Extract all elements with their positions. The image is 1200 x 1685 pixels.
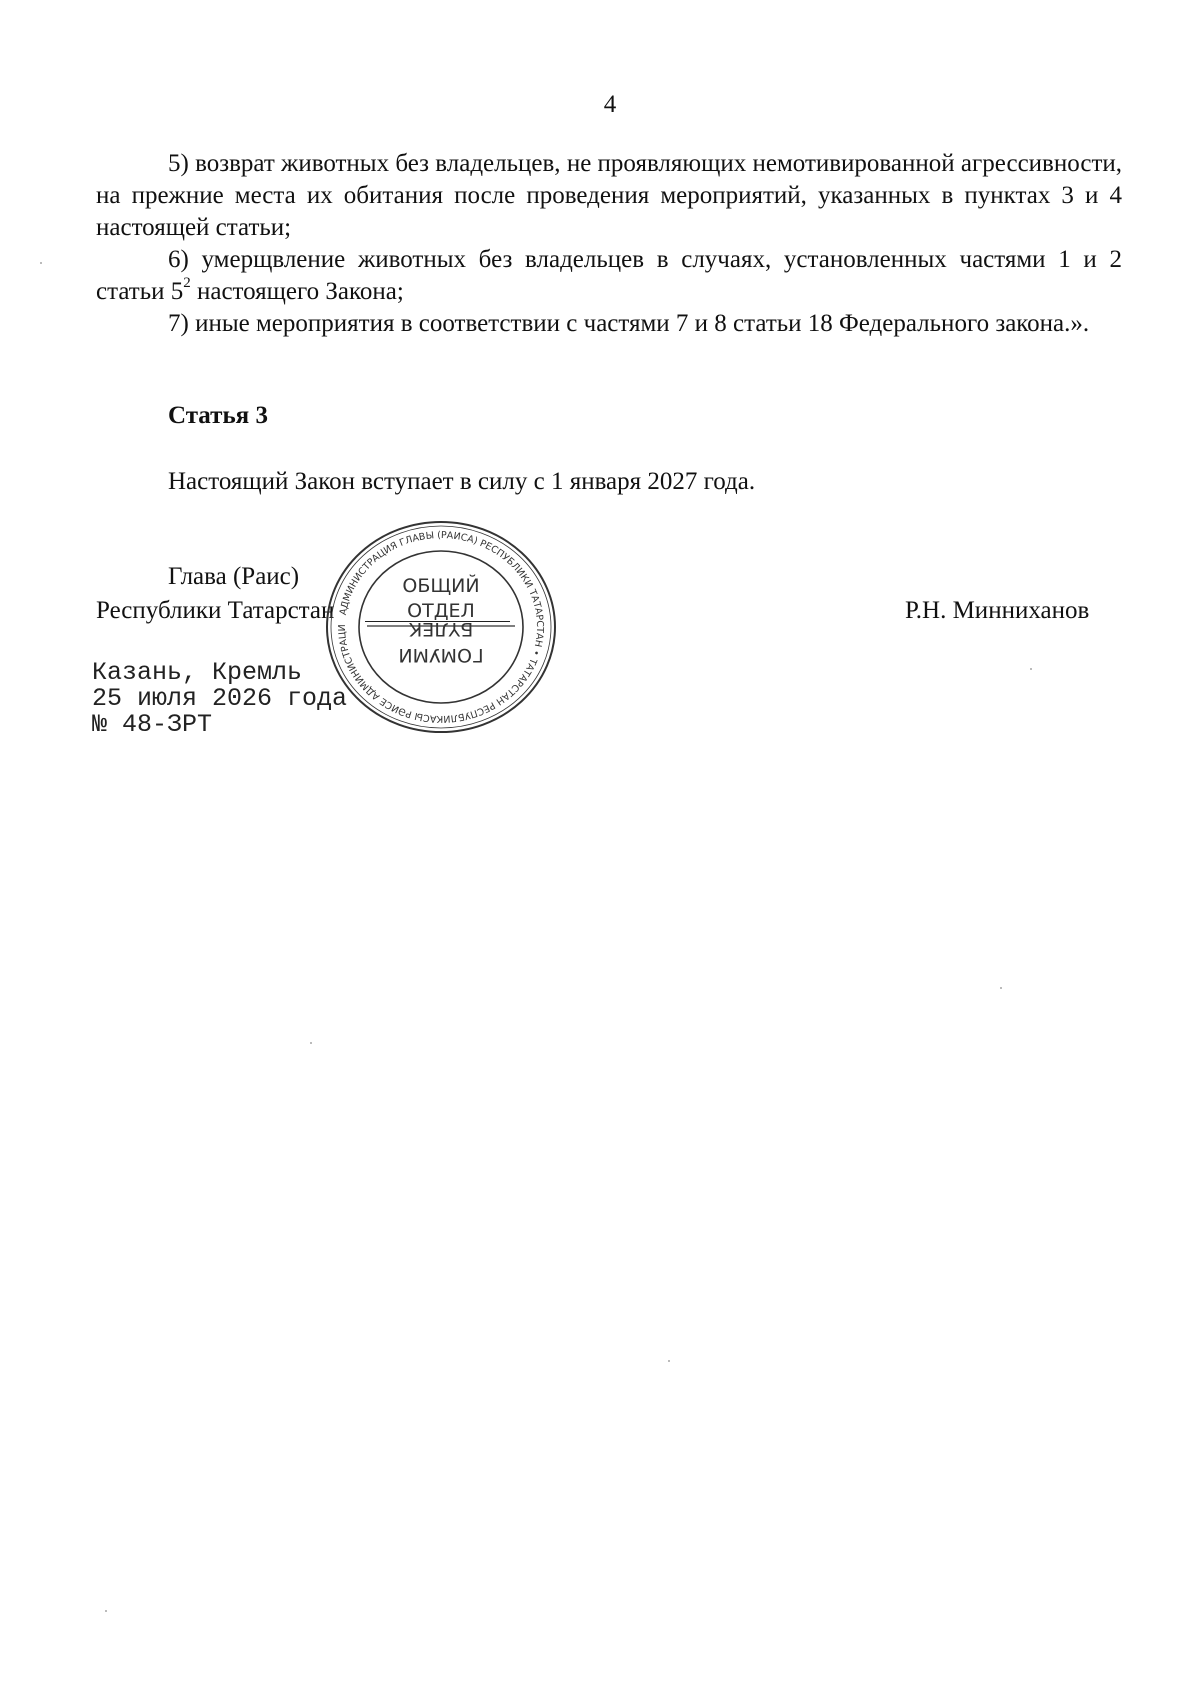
- signatory-name: Р.Н. Минниханов: [905, 597, 1090, 624]
- official-seal-stamp: [325, 520, 557, 734]
- scan-speck: [105, 1610, 107, 1612]
- article-heading: Статья 3: [168, 402, 268, 429]
- seal-outer-text: АДМИНИСТРАЦИЯ ГЛАВЫ (РАИСА) РЕСПУБЛИКИ ТАТАРСТАН • ТАТАРСТАН РЕСПУБЛИКАСЫ РӘИСЕ АДМИНИСТРАЦИ: [336, 529, 546, 725]
- page-number: 4: [603, 91, 617, 118]
- item-number: 5): [168, 150, 189, 177]
- seal-graphic: [325, 520, 557, 734]
- item-number: 7): [168, 310, 189, 337]
- item-text: возврат животных без владельцев, не проявляющих немотивированной агрессивности, на прежние места их обитания после проведения мероприятий, указанных в пунктах 3 и 4 настоящей статьи;: [96, 150, 1122, 241]
- effective-clause: Настоящий Закон вступает в силу с 1 января 2027 года.: [168, 468, 756, 495]
- scan-speck: [1000, 987, 1002, 989]
- item-text: иные мероприятия в соответствии с частями 7 и 8 статьи 18 Федерального закона.».: [195, 310, 1090, 337]
- scan-speck: [668, 1360, 670, 1362]
- list-item-5: [96, 148, 1122, 244]
- item-number: 6): [168, 246, 189, 273]
- scan-speck: [1030, 668, 1032, 670]
- seal-text-line2: ОТДЕЛ: [407, 600, 475, 622]
- signatory-title-line2: Республики Татарстан: [96, 597, 335, 624]
- scan-speck: [310, 1042, 312, 1044]
- signatory-title-line1: Глава (Раис): [168, 563, 300, 590]
- item-text: умерщвление животных без владельцев в случаях, установленных частями 1 и 2 статьи 5: [96, 246, 1122, 305]
- list-item-6: [96, 244, 1122, 308]
- seal-text-line4: ГОМУМИ: [398, 644, 484, 666]
- seal-text-line1: ОБЩИЙ: [402, 575, 480, 597]
- item-text-after: настоящего Закона;: [190, 278, 404, 305]
- scan-speck: [40, 262, 42, 264]
- list-item-7: [96, 308, 1122, 340]
- signing-date: 25 июля 2026 года: [92, 684, 348, 713]
- place-of-signing: Казань, Кремль: [92, 658, 303, 687]
- superscript: 2: [183, 274, 191, 291]
- law-number: № 48-ЗРТ: [92, 710, 213, 739]
- seal-text-line3: БҮЛЕК: [408, 618, 474, 640]
